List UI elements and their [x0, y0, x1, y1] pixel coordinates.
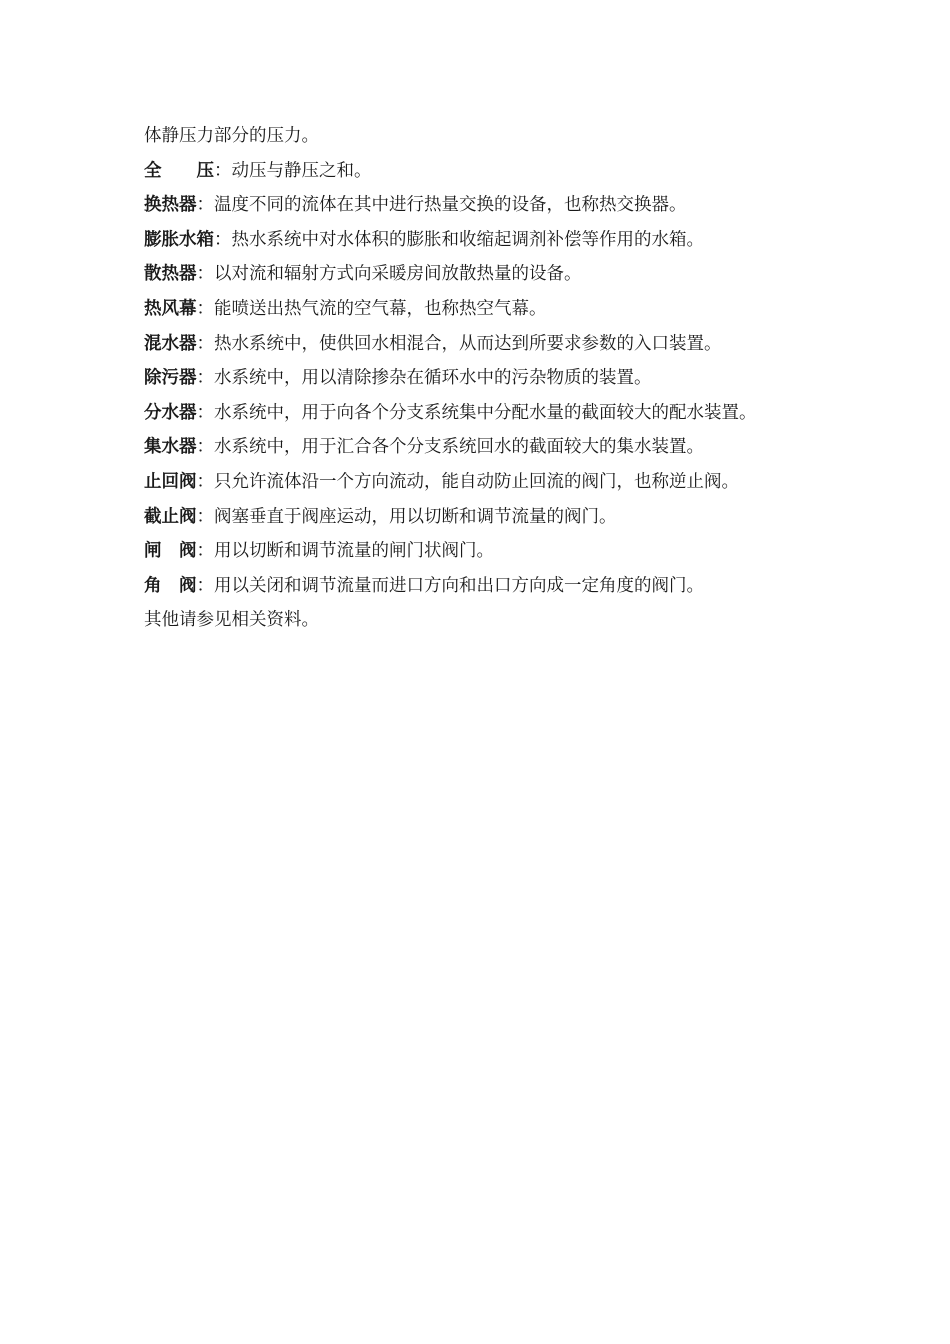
- term-separator: ：: [196, 333, 214, 354]
- term-separator: ：: [196, 195, 214, 216]
- glossary-definition: 用以关闭和调节流量而进口方向和出口方向成一定角度的阀门。: [214, 575, 704, 596]
- term-separator: ：: [196, 437, 214, 458]
- glossary-term: 混水器: [144, 333, 197, 354]
- glossary-term: 集水器: [144, 437, 197, 458]
- text-line: [144, 608, 844, 643]
- paragraph-text: 体静压力部分的压力。: [144, 126, 319, 146]
- term-separator: ：: [196, 471, 214, 492]
- term-separator: ：: [196, 402, 214, 423]
- glossary-term: 除污器: [144, 368, 197, 389]
- glossary-definition: 动压与静压之和。: [231, 160, 372, 181]
- term-separator: ：: [214, 160, 232, 181]
- glossary-entry: [144, 435, 844, 470]
- glossary-definition: 热水系统中对水体积的膨胀和收缩起调剂补偿等作用的水箱。: [231, 229, 704, 250]
- glossary-entry: [144, 401, 844, 436]
- term-separator: ：: [196, 541, 214, 562]
- glossary-definition: 温度不同的流体在其中进行热量交换的设备，也称热交换器。: [214, 195, 687, 216]
- glossary-entry: [144, 297, 844, 332]
- glossary-definition: 用以切断和调节流量的闸门状阀门。: [214, 541, 494, 562]
- glossary-entry: [144, 193, 844, 228]
- glossary-term: 膨胀水箱: [144, 229, 214, 250]
- glossary-definition: 能喷送出热气流的空气幕，也称热空气幕。: [214, 298, 547, 319]
- glossary-term: 截止阀: [144, 506, 197, 527]
- closing-note: 其他请参见相关资料。: [144, 610, 319, 631]
- glossary-term: 角 阀: [144, 575, 197, 596]
- glossary-entry: [144, 332, 844, 367]
- glossary-entry: [144, 159, 844, 194]
- term-separator: ：: [196, 506, 214, 527]
- glossary-term: 闸 阀: [144, 541, 197, 562]
- glossary-definition: 水系统中，用于向各个分支系统集中分配水量的截面较大的配水装置。: [214, 402, 757, 423]
- term-separator: ：: [214, 229, 232, 250]
- glossary-definition: 水系统中，用于汇合各个分支系统回水的截面较大的集水装置。: [214, 437, 704, 458]
- term-separator: ：: [196, 298, 214, 319]
- term-separator: ：: [196, 368, 214, 389]
- glossary-term: 换热器: [144, 195, 197, 216]
- glossary-term: 分水器: [144, 402, 197, 423]
- glossary-definition: 只允许流体沿一个方向流动，能自动防止回流的阀门，也称逆止阀。: [214, 471, 739, 492]
- glossary-entry: [144, 470, 844, 505]
- term-separator: ：: [196, 264, 214, 285]
- glossary-term: 止回阀: [144, 471, 197, 492]
- glossary-entry: [144, 574, 844, 609]
- glossary-entry: [144, 505, 844, 540]
- glossary-entry: [144, 539, 844, 574]
- text-line: [144, 124, 844, 159]
- glossary-term: 散热器: [144, 264, 197, 285]
- glossary-entry: [144, 262, 844, 297]
- term-separator: ：: [196, 575, 214, 596]
- glossary-definition: 热水系统中，使供回水相混合，从而达到所要求参数的入口装置。: [214, 333, 722, 354]
- glossary-definition: 阀塞垂直于阀座运动，用以切断和调节流量的阀门。: [214, 506, 617, 527]
- glossary-definition: 以对流和辐射方式向采暖房间放散热量的设备。: [214, 264, 582, 285]
- glossary-definition: 水系统中，用以清除掺杂在循环水中的污杂物质的装置。: [214, 368, 652, 389]
- glossary-body: [144, 124, 844, 643]
- glossary-term: 全 压: [144, 160, 214, 181]
- glossary-entry: [144, 228, 844, 263]
- glossary-entry: [144, 366, 844, 401]
- glossary-term: 热风幕: [144, 298, 197, 319]
